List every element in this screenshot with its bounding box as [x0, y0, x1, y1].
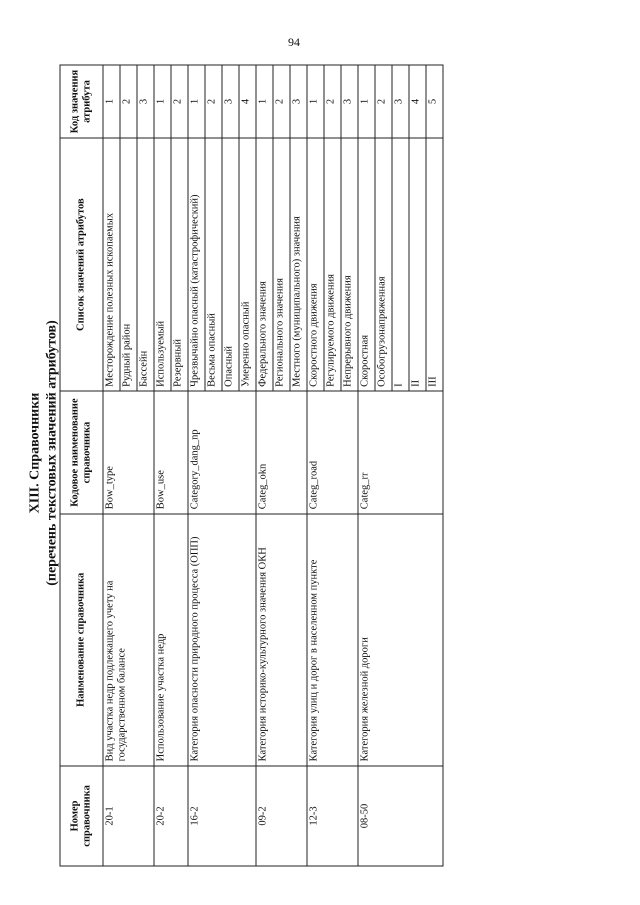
- attribute-value-cell: III: [426, 137, 443, 390]
- attribute-value-cell: Регионального значения: [273, 137, 290, 390]
- directory-number-cell: 09-2: [256, 765, 307, 865]
- attribute-code-cell: 1: [256, 65, 273, 138]
- attribute-value-cell: Умеренно опасный: [239, 137, 256, 390]
- attribute-code-cell: 3: [222, 65, 239, 138]
- header-values: Список значений атрибутов: [60, 137, 103, 390]
- attribute-value-cell: Бассейн: [137, 137, 154, 390]
- directory-name-cell: Категория улиц и дорог в населенном пункте: [307, 513, 358, 765]
- attribute-code-cell: 3: [392, 65, 409, 138]
- table-row: [154, 65, 171, 866]
- page-number: 94: [287, 34, 300, 49]
- attribute-code-cell: 4: [409, 65, 426, 138]
- attribute-code-cell: 3: [290, 65, 307, 138]
- attribute-value-cell: Месторождение полезных ископаемых: [103, 137, 120, 390]
- directory-name-cell: Вид участка недр подлежащего учету на государственном балансе: [103, 513, 154, 765]
- directory-name-cell: Категория историко-культурного значения ОКН: [256, 513, 307, 765]
- table-row: [103, 65, 120, 866]
- attribute-value-cell: II: [409, 137, 426, 390]
- attribute-code-cell: 1: [154, 65, 171, 138]
- attribute-code-cell: 2: [375, 65, 392, 138]
- attribute-value-cell: Опасный: [222, 137, 239, 390]
- page-subtitle: (перечень текстовых значений атрибутов): [44, 319, 59, 586]
- attribute-code-cell: 5: [426, 65, 443, 138]
- header-code: Кодовое наименование справочника: [60, 391, 103, 513]
- attribute-value-cell: Резервный: [171, 137, 188, 390]
- attribute-value-cell: Чрезвычайно опасный (катастрофический): [188, 137, 205, 390]
- directory-name-cell: Категория опасности природного процесса (ОПП): [188, 513, 256, 765]
- directory-name-cell: Использование участка недр: [154, 513, 188, 765]
- header-name: Наименование справочника: [60, 513, 103, 765]
- table-row: [188, 65, 205, 866]
- directory-code-cell: Categ_okn: [256, 391, 307, 513]
- attribute-code-cell: 2: [273, 65, 290, 138]
- attribute-value-cell: Рудный район: [120, 137, 137, 390]
- directory-code-cell: Category_dang_np: [188, 391, 256, 513]
- attribute-value-cell: Скоростного движения: [307, 137, 324, 390]
- directory-number-cell: 20-2: [154, 765, 188, 865]
- attribute-code-cell: 1: [188, 65, 205, 138]
- attribute-code-cell: 1: [307, 65, 324, 138]
- title-block: [26, 0, 60, 905]
- table-row: [256, 65, 273, 866]
- attribute-value-cell: Регулируемого движения: [324, 137, 341, 390]
- attribute-value-cell: Местного (муниципального) значения: [290, 137, 307, 390]
- attribute-code-cell: 2: [171, 65, 188, 138]
- page-title: XIII. Справочники: [27, 392, 42, 513]
- header-number: Номер справочника: [60, 765, 103, 865]
- attribute-value-cell: Федерального значения: [256, 137, 273, 390]
- attribute-code-cell: 4: [239, 65, 256, 138]
- header-attr-code: Код значения атрибута: [60, 65, 103, 138]
- attribute-code-cell: 1: [103, 65, 120, 138]
- directory-number-cell: 12-3: [307, 765, 358, 865]
- directory-number-cell: 16-2: [188, 765, 256, 865]
- directory-number-cell: 20-1: [103, 765, 154, 865]
- attribute-code-cell: 2: [120, 65, 137, 138]
- table-row: [307, 65, 324, 866]
- table-header-row: [60, 65, 103, 866]
- attribute-value-cell: I: [392, 137, 409, 390]
- attribute-value-cell: Особогрузонапряженная: [375, 137, 392, 390]
- attribute-value-cell: Используемый: [154, 137, 171, 390]
- directory-number-cell: 08-50: [358, 765, 443, 865]
- directory-name-cell: Категория железной дороги: [358, 513, 443, 765]
- attribute-code-cell: 2: [205, 65, 222, 138]
- directory-code-cell: Categ_road: [307, 391, 358, 513]
- directory-code-cell: Categ_rr: [358, 391, 443, 513]
- directory-code-cell: Bow_use: [154, 391, 188, 513]
- attribute-code-cell: 1: [358, 65, 375, 138]
- directory-code-cell: Bow_type: [103, 391, 154, 513]
- attribute-value-cell: Весьма опасный: [205, 137, 222, 390]
- attribute-code-cell: 3: [137, 65, 154, 138]
- table-row: [358, 65, 375, 866]
- table-body: [103, 65, 443, 866]
- reference-table: [59, 64, 443, 866]
- attribute-value-cell: Скоростная: [358, 137, 375, 390]
- attribute-code-cell: 2: [324, 65, 341, 138]
- attribute-code-cell: 3: [341, 65, 358, 138]
- attribute-value-cell: Непрерывного движения: [341, 137, 358, 390]
